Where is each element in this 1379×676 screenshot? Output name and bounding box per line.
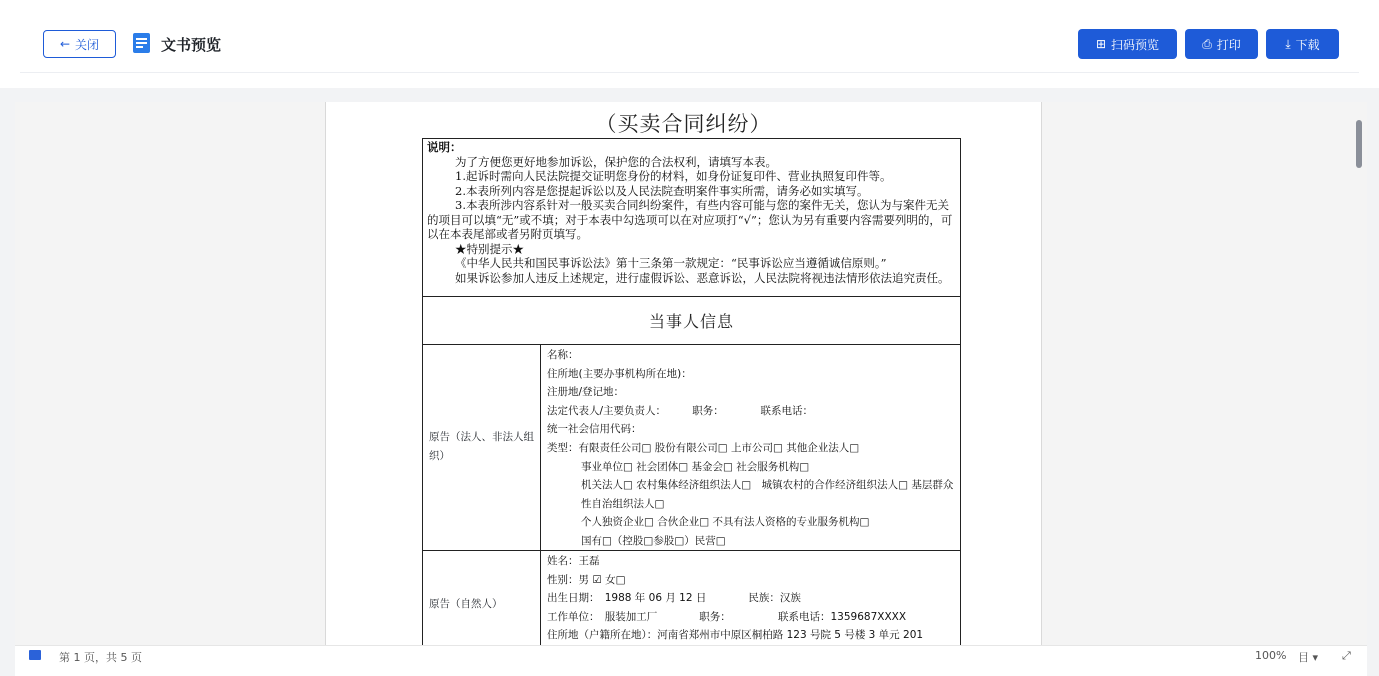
field-line: 注册地/登记地： bbox=[547, 386, 625, 399]
row-label: 原告（自然人） bbox=[423, 550, 541, 645]
field-line: 法定代表人/主要负责人： 职务： 联系电话： bbox=[547, 404, 814, 417]
note-line: 《中华人民共和国民事诉讼法》第十三条第一款规定：“民事诉讼应当遵循诚信原则。” bbox=[455, 256, 887, 270]
field-line: 事业单位□ 社会团体□ 基金会□ 社会服务机构□ bbox=[581, 460, 810, 473]
note-line: 1.起诉时需向人民法院提交证明您身份的材料，如身份证复印件、营业执照复印件等。 bbox=[455, 169, 892, 183]
field-line: 统一社会信用代码： bbox=[547, 423, 642, 436]
field-line: 机关法人□ 农村集体经济组织法人□ 城镇农村的合作经济组织法人□ 基层群众性自治组织法人□ bbox=[581, 479, 954, 510]
instructions-box bbox=[422, 138, 961, 297]
field-line: 住所地(主要办事机构所在地)： bbox=[547, 367, 692, 380]
section-heading: 当事人信息 bbox=[422, 296, 961, 345]
note-line: 2.本表所列内容是您提起诉讼以及人民法院查明案件事实所需，请务必如实填写。 bbox=[455, 183, 869, 198]
scan-preview-button[interactable] bbox=[1078, 29, 1177, 59]
document-page bbox=[325, 102, 1042, 645]
field-line: 出生日期： 1988 年 06 月 12 日 民族：汉族 bbox=[547, 592, 801, 605]
document-title: （买卖合同纠纷） bbox=[595, 112, 772, 136]
field-line: 性别：男 ☑ 女□ bbox=[547, 573, 626, 586]
table-row bbox=[422, 344, 961, 551]
field-line: 国有□（控股□参股□）民营□ bbox=[581, 534, 726, 547]
header-divider bbox=[20, 72, 1359, 73]
page-title: 文书预览 bbox=[161, 36, 222, 54]
word-doc-icon bbox=[29, 650, 41, 660]
print-label: 打印 bbox=[1216, 37, 1241, 52]
field-line: 个人独资企业□ 合伙企业□ 不具有法人资格的专业服务机构□ bbox=[581, 516, 870, 529]
note-line: 3.本表所涉内容系针对一般买卖合同纠纷案件，有些内容可能与您的案件无关，您认为与案件无关的项目可以填“无”或不填；对于本表中勾选项可以在对应项打“√”；您认为另有重要内容需要列明的，可以在本表尾部或者另附页填写。 bbox=[427, 198, 953, 241]
field-line: 类型：有限责任公司□ 股份有限公司□ 上市公司□ 其他企业法人□ bbox=[547, 441, 860, 454]
row-label: 原告（法人、非法人组织） bbox=[423, 344, 541, 550]
back-arrow-icon: ← bbox=[59, 37, 71, 51]
row-content bbox=[541, 344, 960, 550]
top-bar bbox=[0, 0, 1379, 88]
note-line: 如果诉讼参加人违反上述规定，进行虚假诉讼、恶意诉讼，人民法院将视违法情形依法追究责任。 bbox=[455, 270, 950, 285]
field-line: 住所地（户籍所在地）：河南省郑州市中原区桐柏路 123 号院 5 号楼 3 单元 201 bbox=[547, 629, 924, 642]
special-notice: ★特别提示★ bbox=[455, 241, 524, 256]
close-button[interactable] bbox=[43, 30, 116, 58]
page-indicator: 第 1 页，共 5 页 bbox=[59, 651, 142, 664]
field-line: 名称： bbox=[547, 349, 579, 361]
view-mode-dropdown[interactable]: 目 ▾ bbox=[1298, 651, 1319, 664]
zoom-level[interactable]: 100% bbox=[1255, 649, 1287, 662]
notes-heading: 说明： bbox=[427, 140, 462, 154]
scan-preview-label: 扫码预览 bbox=[1111, 37, 1160, 52]
table-row bbox=[422, 550, 961, 645]
row-content bbox=[541, 550, 960, 645]
fit-page-icon[interactable]: ⤢ bbox=[1342, 649, 1351, 662]
download-label: 下载 bbox=[1295, 37, 1320, 52]
field-line: 姓名：王磊 bbox=[547, 555, 600, 567]
status-bar bbox=[15, 645, 1367, 676]
document-viewer[interactable] bbox=[15, 102, 1367, 645]
vertical-scrollbar[interactable] bbox=[1356, 120, 1362, 168]
download-icon: ⤓ bbox=[1285, 36, 1291, 51]
field-line: 工作单位： 服装加工厂 职务： 联系电话：1359687XXXX bbox=[547, 610, 907, 623]
printer-icon: ⎙ bbox=[1202, 36, 1212, 51]
note-line: 为了方便您更好地参加诉讼，保护您的合法权利，请填写本表。 bbox=[455, 154, 777, 169]
qr-code-icon: ⊞ bbox=[1095, 37, 1107, 51]
close-label: 关闭 bbox=[75, 37, 100, 52]
print-button[interactable] bbox=[1185, 29, 1258, 59]
document-icon bbox=[133, 33, 150, 53]
download-button[interactable] bbox=[1266, 29, 1339, 59]
